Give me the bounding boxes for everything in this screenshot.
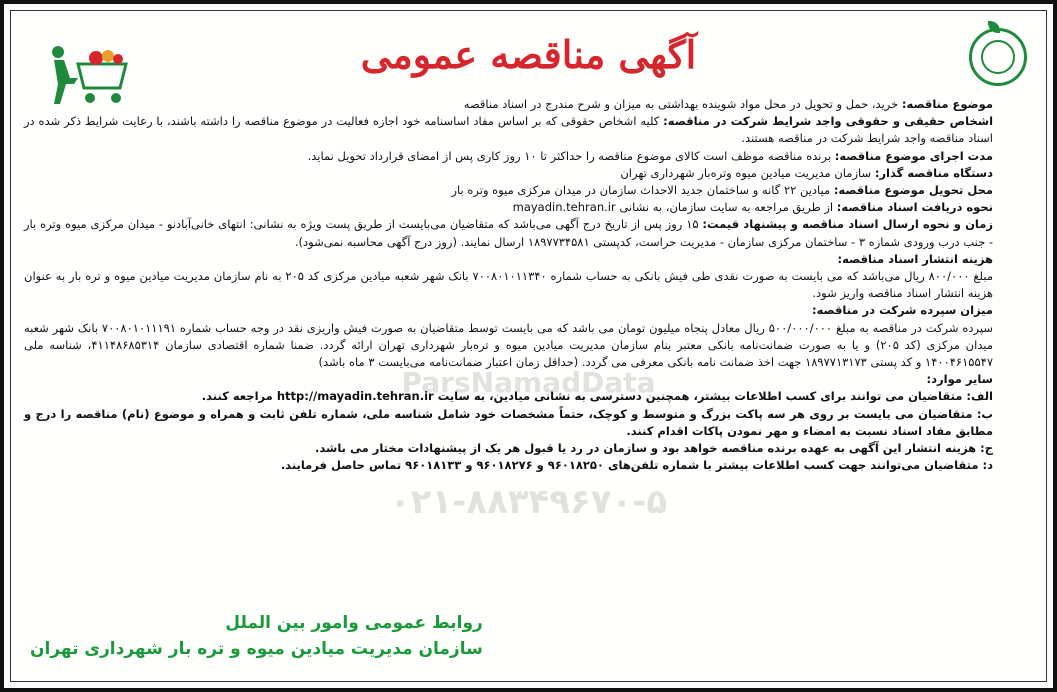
line-duration: مدت اجرای موضوع مناقصه: برنده مناقصه موظف است کالای موضوع مناقصه را حداکثر تا ۱۰ روز کاری پس از امضای قرارداد تحویل نماید. [307, 148, 993, 163]
line-fee-heading: هزینه انتشار اسناد مناقصه: [837, 251, 993, 266]
line-deposit-text: سپرده شرکت در مناقصه به مبلغ ۵۰۰/۰۰۰/۰۰۰ ریال معادل پنجاه میلیون تومان می باشد که می بایست توسط متقاضیان به صورت فیش واریزی نقد در وجه حساب شماره ۷۰۰۸۰۱۰۱۱۱۹۱ بانک شهر شعبه میدان مرکزی (کد ۲۰۵) و یا به صورت ضمانت‌نامه بانکی معتبر بنام سازمان مدیریت میادین میوه و تره‌بار شهرداری تهران ارائه گردد. ضمنا شماره اقتصادی سازمان ۴۱۱۴۸۶۸۵۳۱۴، شناسه ملی ۱۴۰۰۴۶۱۵۵۴۷ و کد پستی ۱۸۹۷۷۱۳۱۷۳ جهت اخذ ضمانت نامه بانکی معرفی می گردد. (حداقل زمان اعتبار ضمانت‌نامه می‌بایست ۳ ماه باشد) [24, 320, 993, 370]
footer-signature [30, 610, 483, 662]
line-documents: نحوه دریافت اسناد مناقصه: از طریق مراجعه به سایت سازمان، به نشانی mayadin.tehran.ir [512, 200, 993, 215]
line-deposit-heading: میزان سپرده شرکت در مناقصه: [811, 303, 993, 318]
line-other-a: الف: متقاضیان می توانند برای کسب اطلاعات بیشتر، همچنین دسترسی به نشانی میادین، به سایت http://mayadin.tehran.ir مراجعه کنند. [201, 389, 993, 404]
footer-line-1: روابط عمومی وامور بین الملل [225, 613, 483, 633]
watermark-phone: ۰۲۱-۸۸۳۴۹۶۷۰-۵ [389, 482, 668, 522]
footer-line-2: سازمان مدیریت میادین میوه و تره بار شهرداری تهران [30, 639, 483, 659]
announcement-body [24, 96, 993, 474]
line-eligibility: اشخاص حقیقی و حقوقی واجد شرایط شرکت در مناقصه: کلیه اشخاص حقوقی که بر اساس مفاد اساسنامه خود اجازه فعالیت در موضوع مناقصه را داشته باشند، با رعایت شرایط ذکر شده در اسناد مناقصه واجد شرایط شرکت در مناقصه هستند. [24, 114, 994, 146]
line-other-b: ب: متقاضیان می بایست بر روی هر سه پاکت بزرگ و متوسط و کوچک، حتماً مشخصات خود شامل شناسه ملی، شماره تلفن ثابت و همراه و موضوع (نام) مناقصه را درج و مطابق مفاد اسناد نسبت به امضاء و مهر نمودن پاکات اقدام کنند. [24, 406, 993, 438]
line-other-d: د: متقاضیان می‌توانند جهت کسب اطلاعات بیشتر با شماره تلفن‌های ۹۶۰۱۸۲۵۰ و ۹۶۰۱۸۲۷۶ و ۹۶۰۱۸۱۳۳ تماس حاصل فرمایند. [280, 458, 993, 473]
watermark: ParsNamadData [401, 366, 656, 399]
line-delivery-place: محل تحویل موضوع مناقصه: میادین ۲۲ گانه و ساختمان جدید الاحداث سازمان در میدان مرکزی میوه وتره بار [451, 183, 993, 198]
line-fee-text: مبلغ ۸۰۰/۰۰۰ ریال می‌باشد که می بایست به صورت نقدی طی فیش بانکی به حساب شماره ۷۰۰۸۰۱۰۱۱۳۴۰ بانک شهر شعبه میادین مرکزی کد ۲۰۵ به نام سازمان مدیریت میادین میوه و تره بار به عنوان هزینه انتشار اسناد مناقصه واریز شود. [24, 269, 993, 301]
line-subject: موضوع مناقصه: خرید، حمل و تحویل در محل مواد شوینده بهداشتی به میزان و شرح مندرج در اسناد مناقصه [463, 97, 993, 111]
line-other-c: ج: هزینه انتشار این آگهی به عهده برنده مناقصه خواهد بود و سازمان در رد یا قبول هر یک از پیشنهادات مختار می باشد. [315, 441, 993, 456]
line-other-heading: سایر موارد: [926, 372, 993, 387]
page-title: آگهی مناقصه عمومی [360, 32, 697, 77]
line-submission: زمان و نحوه ارسال اسناد مناقصه و پیشنهاد قیمت: ۱۵ روز پس از تاریخ درج آگهی می‌باشد که متقاضیان می‌بایست از طریق پست ویژه به نشانی: انتهای خانی‌آبادنو - میدان مرکزی میوه وتره بار - جنب درب ورودی شماره ۳ - ساختمان مرکزی سازمان - مدیریت حراست، کدپستی ۱۸۹۷۷۳۴۵۸۱ ارسال نمایند. (روز درج آگهی محاسبه نمی‌شود). [24, 217, 993, 249]
line-organizer: دستگاه مناقصه گذار: سازمان مدیریت میادین میوه وتره‌بار شهرداری تهران [620, 165, 993, 180]
